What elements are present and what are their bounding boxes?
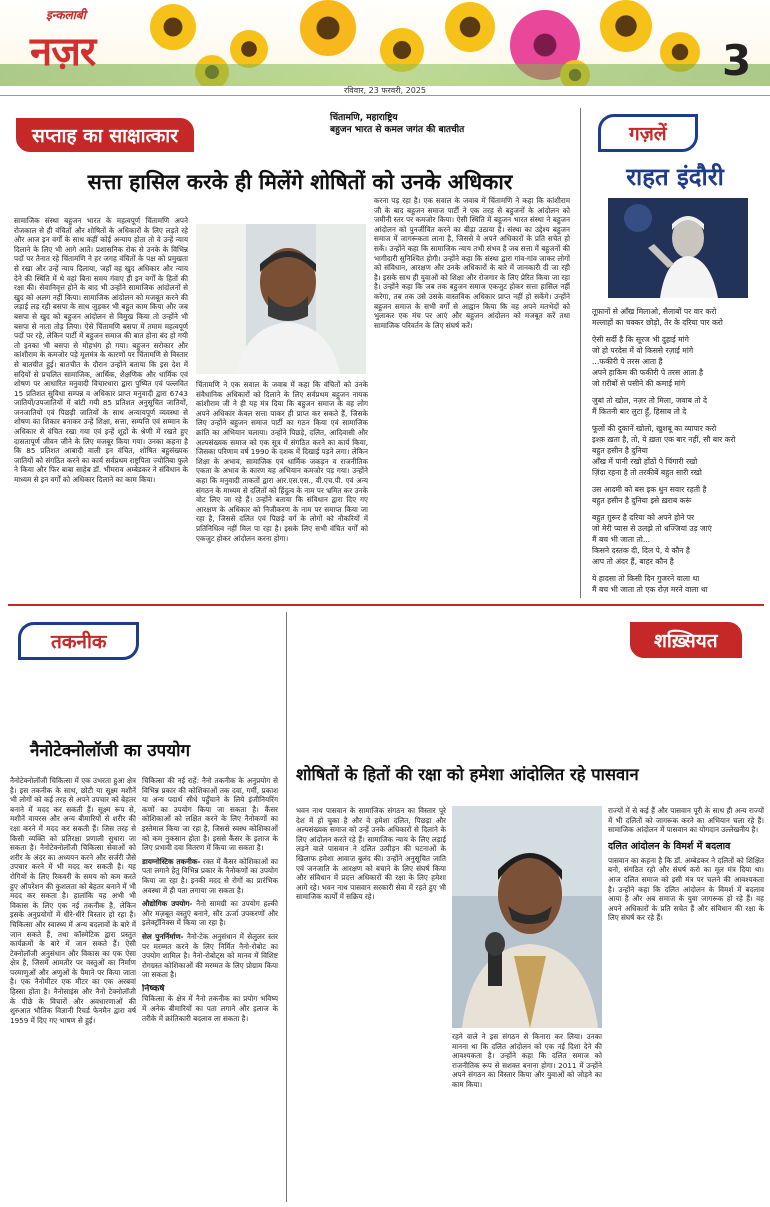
grass-strip [0, 64, 770, 86]
personality-text: पासवान का कहना है कि डॉ. अम्बेडकर ने दलितों को शिक्षित बनो, संगठित रहो और संघर्ष करो का मूल मंत्र दिया था। आज दलित समाज को इसी मंत्र पर चलने की आवश्यकता है। उन्होंने कहा कि दलित आंदोलन के विमर्श में बदलाव आया है और अब समाज के युवा जागरूक हो रहे हैं। वह अपने अधिकारों के प्रति सचेत हैं और संविधान की रक्षा के लिए संघर्ष कर रहे हैं। [608, 855, 764, 923]
byline-location: चिंतामणि, महाराष्ट्रिय [330, 113, 398, 123]
portrait-speaker-icon [452, 806, 602, 1028]
portrait-poet-icon [608, 198, 748, 298]
tech-subhead: औद्योगिक उपयोग- [142, 899, 193, 909]
masthead [0, 0, 770, 86]
tech-column-1: नैनोटेक्नोलॉजी चिकित्सा में एक उभरता हुआ क्षेत्र है। इस तकनीक के साथ, छोटी या सूक्ष्म मशीनें भी लोगों को कई तरह से अपने उपचार को बेहतर बनाने में मदद कर सकती हैं। सूक्ष्म रूप से, मशीनें वायरस और अन्य बीमारियों से शरीर की रक्षा करने में मदद कर सकती हैं। जिस तरह से किसी व्यक्ति को प्रतिरक्षा प्रणाली सुधारा जा सकता है। नैनोटेक्नोलॉजी चिकित्सा सेवाओं को शरीर के अंदर का अध्ययन करने और सर्जरी जैसे उपचार करने में भी मदद कर सकती है। यह रोगियों के लिए रिकवरी के समय को कम करते हुए ऑपरेशन की कुशलता को बेहतर बनाने में भी मदद कर सकता है। हालांकि यह अभी भी विकास के लिए एक नई तकनीक है, लेकिन इसके अनुप्रयोगों में धीरे-धीरे विस्तार हो रहा है। चिकित्सा और स्वास्थ्य में अन्य बदलावों के बारे में जान सकते हैं, तथा कॉस्मेटिक द्वारा प्रस्तुत कार्यक्रमों के बारे में जान सकते हैं। ऐसी टेक्नोलॉजी अनुसंधान और विकास का एक ऐसा क्षेत्र है, जिसमें आमतौर पर वस्तुओं का निर्माण परमाणुओं और अणुओं के पैमाने पर किया जाता है। एक नैनोमीटर एक मीटर का एक अरबवां हिस्सा होता है। नैनोसाइंस और नैनो टेक्नोलॉजी के पीछे के विचारों और अवधारणाओं की शुरुआत भौतिक विज्ञानी रिचर्ड फेनमैन द्वारा वर्ष 1959 में दिए गए भाषण से हुई। [10, 776, 136, 1025]
tech-subtext: चिकित्सा के क्षेत्र में नैनो तकनीक का प्रयोग भविष्य में अनेक बीमारियों का पता लगाने और इलाज के तरीके में क्रांतिकारी बदलाव ला सकता है। [142, 994, 278, 1023]
personality-column-3 [608, 806, 764, 1202]
personality-text: राज्यों में से कई हैं और पासवान पूरी के साथ ही अन्य राज्यों में भी दलितों को जागरूक करने का अभियान चला रहे हैं। सामाजिक आंदोलन में पासवान का योगदान उल्लेखनीय है। [608, 806, 764, 835]
tech-column-2 [142, 776, 278, 1200]
interview-photo [196, 224, 366, 374]
poem-stanza: बहुत ग़ुरूर है दरिया को अपने होने पर जो मेरी प्यास से उलझे तो धज्जियां उड़ जाएं मैं बच भी जाता तो... किसने दस्तक दी, दिल पे, ये कौन है आप तो अंदर हैं, बाहर कौन है [592, 513, 712, 566]
tech-subsection [142, 857, 278, 895]
personality-photo [452, 806, 602, 1028]
interview-headline: सत्ता हासिल करके ही मिलेंगे शोषितों को उनके अधिकार [87, 170, 513, 194]
poet-name: राहत इंदौरी [626, 163, 724, 191]
interview-column-1: सामाजिक संस्था बहुजन भारत के महत्वपूर्ण चिंतामणि अपने रोजकाल से ही वंचितों और शोषितों के अधिकारों के लिए लड़ते रहे और आज इन वर्गों के साथ कहीं कोई अन्याय होता तो वे उन्हें न्याय दिलाने के लिए भी आगे आते। प्रशासनिक रोक से उनके के विभिन्न पदों पर तैनात रहे चिंतामणि ने हर जगह वंचितों के पक्ष को प्रमुखता से रखा और उन्हें न्याय दिलाया, जहाँ वह खुद अधिकार और न्याय देने की स्थिति में थे वहां बिना समय गंवाए ही इन वर्गों के हितों की रक्षा की। सेवानिवृत्त होने के बाद भी उन्होंने सामाजिक आंदोलनों से खुद को अलग नहीं किया। सामाजिक आंदोलन को मजबूत करने की लड़ाई लड़ रही बसपा के साथ जुड़कर भी बहुत काम किया और जब बसपा से खुद को बहुजन आंदोलन से विमुख किया तो उन्होंने भी बसपा से नाता तोड़ लिया। ऐसे चिंतामणि बसपा में तमाम महत्वपूर्ण पदों पर रहे, लेकिन पार्टी में बहुजन समाज की बात होना बंद हो गयी तो इनका भी बसपा से मोहभंग हो गया। बहुजन सरोकार और कांशीराम के कमजोर पड़े मूलमंत्र के कारणों पर चिंतामणि से विस्तार से बातचीत हुई। बातचीत के दौरान उन्होंने बताया कि इस देश में सदियों से प्रचलित सामाजिक, आर्थिक, शैक्षणिक और धार्मिक एवं शोषण पर आधारित मनुवादी विचारधारा द्वारा पुष्पित एवं पल्लवित 15 प्रतिशत सुविधा सम्पन्न व अधिकार प्राप्त मनुवादी द्वारा 6743 जातियों/उपजातियों में बांटी गयी 85 प्रतिशत अनुसूचित जातियों, जनजातियों एवं पिछड़ी जातियों के साथ अन्यायपूर्ण व्यवस्था से शोषण का शिकार बनाकर उन्हें शिक्षा, सत्ता, सम्पत्ति एवं सम्मान के अधिकार से वंचित रखा गया एवं इन्हें शूद्रों के श्रेणी में रखते हुए दासतापूर्ण जीवन जीने के लिए मजबूर किया गया। उनका कहना है कि 85 प्रतिशत आबादी वाली इन वंचित, शोषित बहुसंख्यक जातियों को संगठित करने का कार्य सर्वप्रथम राष्ट्रपिता ज्योतिबा फुले ने किया और फिर बाबा साहेब डॉ. भीमराव अम्बेडकर ने संविधान के माध्यम से इन वर्गों को अधिकार दिलाने का काम किया। [14, 216, 188, 485]
masthead-logo-small: इन्कलाबी [46, 8, 86, 22]
sunflower-illustration [445, 2, 495, 52]
poem-stanza: ऐसी सर्दी है कि सूरज भी दुहाई मांगे जो हो परदेस में वो किससे रज़ाई मांगे ...फकीरी पे तरस आता है अपने हाकिम की फकीरी पे तरस आता है जो ग़रीबों से पसीने की कमाई मांगे [592, 335, 704, 388]
page-number: 3 [722, 36, 752, 85]
tech-headline: नैनोटेक्नोलॉजी का उपयोग [30, 741, 191, 761]
interview-byline [330, 112, 530, 136]
tech-intro-text: चिकित्सा की नई राहें: नैनो तकनीक के अनुप्रयोग से विभिन्न प्रकार की कोशिकाओं तक दवा, गर्मी, प्रकाश या अन्य पदार्थ सीधे पहुँचाने के लिये इंजीनियरिंग कणों का उपयोग किया जा सकता है। कैंसर कोशिकाओं को लक्षित करने के लिए नैनोकणों का इस्तेमाल किया जा रहा है, जिससे स्वस्थ कोशिकाओं को कम नुकसान होता है। इससे कैंसर के इलाज के लिए प्रभावी दवा वितरण में किया जा सकता है। [142, 776, 278, 853]
sunflower-illustration [150, 4, 196, 50]
column-divider [580, 108, 581, 598]
tech-subhead: सेल पुनर्निर्माण- [142, 931, 184, 941]
personality-column-1: भवन नाथ पासवान के सामाजिक संगठन का विस्तार पूरे देश में हो चुका है और वे हमेशा दलित, पिछड़ा और अल्पसंख्यक समाज को उन्हें उनके अधिकारों से दिलाने के लिए आंदोलन करते रहे हैं। सामाजिक न्याय के लिए लड़ाई लड़ने वाले पासवान ने दलित उत्पीड़न की घटनाओं के खिलाफ हमेशा आवाज बुलंद की। उन्होंने अनुसूचित जाति एवं जनजाति के आरक्षण को बचाने के लिए संघर्ष किया और संविधान में प्रदत्त अधिकारों की रक्षा के लिए हमेशा आगे रहे। भवन नाथ पासवान सरकारी सेवा में रहते हुए भी सामाजिक कार्यों में सक्रिय रहे। [296, 806, 446, 902]
sunflower-illustration [600, 0, 652, 52]
interview-column-2: चिंतामणि ने एक सवाल के जवाब में कहा कि वंचितों को उनके संवैधानिक अधिकारों को दिलाने के लिए सर्वप्रथम बहुजन नायक कांशीराम जी ने ही यह मंत्र दिया कि बहुजन समाज के वह लोग अपने अधिकार केवल सत्ता पाकर ही प्राप्त कर सकते हैं, जिसके लिए उन्होंने बहुजन समाज पार्टी का गठन किया एवं सामाजिक क्रांति का अभियान चलाया। उन्होंने पिछड़े, दलित, आदिवासी और अल्पसंख्यक समाज को एक सूत्र में संगठित करने का कार्य किया, जिसका परिणाम वर्ष 1990 के दशक में दिखाई पड़ने लगा। लेकिन शिक्षा के अभाव, सामाजिक एवं धार्मिक जकड़न व राजनीतिक एकता के अभाव के कारण यह अभियान कमजोर पड़ गया। उन्होंने कहा कि मनुवादी ताकतों द्वारा आर.एस.एस., वी.एच.पी. एवं अन्य संगठन के माध्यम से दलितों को हिंदुत्व के नाम पर भ्रमित कर उनके वोट लिए जा रहे हैं। उन्होंने बताया कि संविधान द्वारा दिए गए आरक्षण के अधिकार को निजीकरण के नाम पर समाप्त किया जा रहा है, जिससे दलित एवं पिछड़े वर्ग के लोगों को नौकरियों में प्रतिनिधित्व नहीं मिल पा रहा है। इसके लिए सभी वंचित वर्गों को एकजुट होकर आंदोलन करना होगा। [196, 380, 368, 543]
tech-subsection [142, 984, 278, 1023]
tech-subsection [142, 899, 278, 928]
column-divider [286, 612, 287, 1202]
poem-stanza: ये हादसा तो किसी दिन गुजरने वाला था मैं बच भी जाता तो एक रोज़ मरने वाला था [592, 574, 708, 594]
tech-subhead: निष्कर्ष [142, 983, 165, 994]
sunflower-illustration [300, 0, 356, 56]
ghazal-poem [592, 306, 764, 598]
personality-column-2: रहने वाले ने इस संगठन से किनारा कर लिया। उनका मानना था कि दलित आंदोलन को एक नई दिशा देने की आवश्यकता है। उन्होंने कहा कि दलित समाज को राजनीतिक रूप से सशक्त बनाना होगा। 2011 में उन्होंने अपने संगठन का विस्तार किया और युवाओं को जोड़ने का काम किया। [452, 1032, 602, 1089]
section-tag-ghazal: गज़लें [598, 114, 698, 152]
dateline: रविवार, 23 फरवरी, 2025 [0, 86, 770, 96]
tech-subtext: नैनो सामग्री का उपयोग हल्की और मज़बूत वस्तुएं बनाने, सौर ऊर्जा उपकरणों और इलेक्ट्रॉनिक्स में किया जा रहा है। [142, 899, 278, 928]
section-divider [8, 604, 764, 606]
personality-headline: शोषितों के हितों की रक्षा को हमेशा आंदोलित रहे पासवान [296, 765, 639, 784]
sunflower-illustration [230, 30, 268, 68]
portrait-man-icon [196, 224, 366, 374]
poet-photo [608, 198, 748, 298]
tech-subtext: नैनो-टेक अनुसंधान में सेलुलर स्तर पर मरम्मत करने के लिए निर्मित नैनो-रोबोट का उपयोग शामिल है। नैनो-रोबोट्स को मानव में विशिष्ट रोगग्रस्त कोशिकाओं की मरम्मत के लिए प्रोग्राम किया जा सकता है। [142, 931, 278, 980]
poem-stanza: उस आदमी को बस इक धुन सवार रहती है बहुत हसीन है दुनिया इसे ख़राब करूं [592, 485, 707, 505]
personality-subhead: दलित आंदोलन के विमर्श में बदलाव [608, 840, 731, 852]
tech-subtext: रक्त में कैंसर कोशिकाओं का पता लगाने हेतु विभिन्न प्रकार के नैनोकणों का उपयोग किया जा रहा है। इनकी मदद से रोगों का प्रारंभिक अवस्था में ही पता लगाया जा सकता है। [142, 856, 278, 895]
byline-credit: बहुजन भारत से कमल जगंत की बातचीत [330, 125, 465, 135]
section-tag-tech: तकनीक [18, 622, 139, 660]
poem-stanza: तूफ़ानों से आँख मिलाओ, सैलाबों पर वार करो मल्लाहों का चक्कर छोड़ो, तैर के दरिया पार करो [592, 307, 723, 327]
tech-subhead: डायग्नोस्टिक तकनीक- [142, 856, 201, 866]
poem-stanza: फूलों की दुकानें खोलो, खुशबू का व्यापार करो इश्क़ ख़ता है, तो, ये ख़ता एक बार नहीं, सौ बार करो बहुत हसीन है दुनिया आँख में पानी रखो होंठों पे चिंगारी रखो ज़िंदा रहना है तो तरकीबें बहुत सारी रखो [592, 424, 736, 477]
poem-stanza: जुबां तो खोल, नज़र तो मिला, जवाब तो दे मैं कितनी बार लुटा हूँ, हिसाब तो दे [592, 396, 708, 416]
section-tag-personality: शख़्सियत [630, 622, 742, 658]
section-tag-interview: सप्ताह का साक्षात्कार [16, 118, 194, 152]
poem-stanzas [592, 306, 764, 598]
masthead-logo: नज़र [30, 28, 96, 75]
tech-subsection [142, 932, 278, 980]
interview-column-3: करना पड़ रहा है। एक सवाल के जवाब में चिंतामणि ने कहा कि कांशीराम जी के बाद बहुजन समाज पार्टी ने एक तरह से बहुजनों के आंदोलन को जमीनी स्तर पर कमजोर किया। ऐसी स्थिति में बहुजन भारत संस्था ने बहुजन आंदोलन को पुनर्जीवित करने का बीड़ा उठाया है। संस्था का उद्देश्य बहुजन समाज में जागरूकता लाना है, जिससे वे अपने अधिकारों के प्रति सचेत हो सकें। उन्होंने कहा कि सामाजिक न्याय तभी संभव है जब सत्ता में बहुजनों की भागीदारी सुनिश्चित होगी। उन्होंने कहा कि संस्था द्वारा गांव-गांव जाकर लोगों को संविधान, आरक्षण और उनके अधिकारों के बारे में जानकारी दी जा रही है। इसके साथ ही युवाओं को शिक्षा और रोजगार के लिए प्रेरित किया जा रहा है। उन्होंने कहा कि जब तक बहुजन समाज एकजुट होकर सत्ता हासिल नहीं करेगा, तब तक उसे उसके वास्तविक अधिकार प्राप्त नहीं हो सकेंगे। उन्होंने बहुजन समाज के सभी वर्गों से आह्वान किया कि वह अपने मतभेदों को भुलाकर एक मंच पर आएं और बहुजन आंदोलन को मजबूत करें तथा सामाजिक परिवर्तन के लिए संघर्ष करें। [374, 196, 570, 330]
